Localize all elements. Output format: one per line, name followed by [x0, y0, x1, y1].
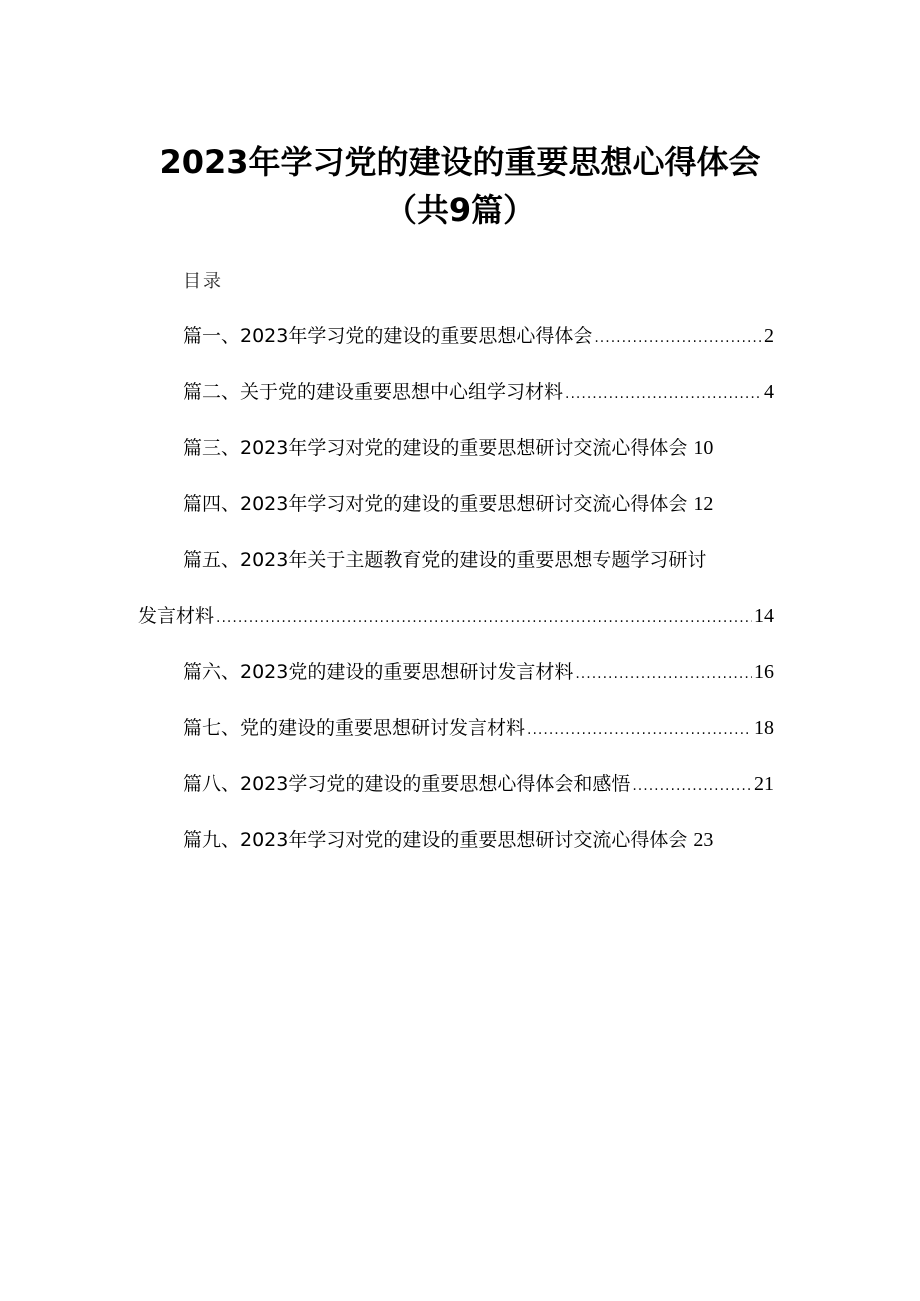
toc-item-label: 篇七、党的建设的重要思想研讨发言材料 — [183, 717, 526, 739]
toc-leader-dots — [632, 772, 752, 800]
toc-item-label: 篇九、2023年学习对党的建设的重要思想研讨交流心得体会 — [183, 829, 688, 851]
toc-item-label: 篇八、2023学习党的建设的重要思想心得体会和感悟 — [183, 773, 631, 795]
toc-item-label: 篇三、2023年学习对党的建设的重要思想研讨交流心得体会 — [183, 437, 688, 459]
toc-item-label-continued: 发言材料 — [138, 605, 215, 627]
toc-item-5-continued[interactable] — [138, 602, 774, 630]
toc-item-label: 篇一、2023年学习党的建设的重要思想心得体会 — [183, 325, 593, 347]
toc-item-page: 10 — [693, 437, 714, 459]
toc-item-page: 16 — [754, 661, 774, 683]
toc-item-9[interactable] — [183, 826, 713, 854]
toc-item-3[interactable] — [183, 434, 713, 462]
toc-leader-dots — [575, 660, 752, 688]
toc-leader-dots — [216, 604, 752, 632]
toc-item-page: 2 — [764, 325, 774, 347]
toc-item-2[interactable] — [183, 378, 774, 406]
toc-item-6[interactable] — [183, 658, 774, 686]
toc-item-page: 21 — [754, 773, 774, 795]
toc-item-page: 18 — [754, 717, 774, 739]
toc-item-label: 篇六、2023党的建设的重要思想研讨发言材料 — [183, 661, 574, 683]
toc-item-page: 12 — [693, 493, 714, 515]
toc-leader-dots — [594, 324, 762, 352]
toc-leader-dots — [565, 380, 762, 408]
toc-item-label: 篇五、2023年关于主题教育党的建设的重要思想专题学习研讨 — [183, 549, 707, 571]
toc-item-label: 篇四、2023年学习对党的建设的重要思想研讨交流心得体会 — [183, 493, 688, 515]
toc-item-4[interactable] — [183, 490, 713, 518]
toc-item-page: 14 — [754, 605, 774, 627]
document-subtitle: （共9篇） — [384, 191, 536, 229]
toc-item-label: 篇二、关于党的建设重要思想中心组学习材料 — [183, 381, 564, 403]
toc-item-7[interactable] — [183, 714, 774, 742]
toc-leader-dots — [527, 716, 752, 744]
toc-item-5[interactable] — [183, 546, 706, 574]
toc-item-page: 23 — [693, 829, 714, 851]
document-title: 2023年学习党的建设的重要思想心得体会 — [159, 143, 761, 181]
toc-item-8[interactable] — [183, 770, 774, 798]
toc-item-1[interactable] — [183, 322, 774, 350]
toc-item-page: 4 — [764, 381, 774, 403]
toc-heading: 目录 — [183, 271, 223, 292]
